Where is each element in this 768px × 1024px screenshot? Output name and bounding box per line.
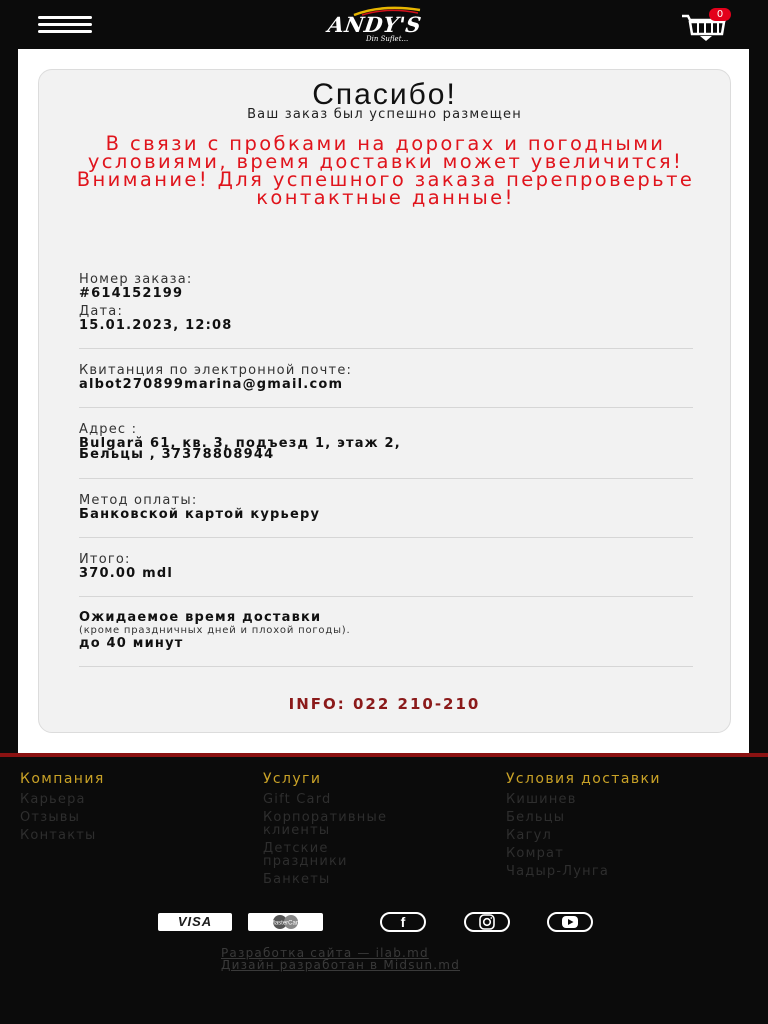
divider — [79, 348, 693, 349]
footer-link-gift-card[interactable]: Gift Card — [263, 792, 332, 807]
divider — [79, 407, 693, 408]
order-number-value: #614152199 — [79, 286, 184, 301]
thanks-heading: Спасибо! — [312, 78, 457, 111]
footer-link-cahul[interactable]: Кагул — [506, 828, 553, 843]
main-panel — [18, 49, 749, 753]
mastercard-icon — [248, 913, 323, 931]
footer-delivery-title: Условия доставки — [506, 771, 661, 787]
credit-midsun-link[interactable]: Дизайн разработан в Midsun.md — [221, 958, 461, 972]
mastercard-logo — [248, 913, 323, 931]
divider — [79, 596, 693, 597]
footer-company-title: Компания — [20, 771, 105, 787]
delivery-time-note: (кроме праздничных дней и плохой погоды). — [79, 625, 351, 636]
footer-link-ceadir-lunga[interactable]: Чадыр-Лунга — [506, 864, 610, 879]
footer-link-reviews[interactable]: Отзывы — [20, 810, 81, 825]
mastercard-text: MasterCard — [269, 920, 302, 927]
footer-link-careers[interactable]: Карьера — [20, 792, 86, 807]
address-label: Адрес : — [79, 422, 138, 437]
svg-text:f: f — [400, 914, 406, 930]
delivery-warning: В связи с пробками на дорогах и погодными условиями, время доставки может увеличится! Внимание! Для успешного заказа перепроверьте контактные данные! — [76, 132, 695, 209]
cart-count-badge: 0 — [709, 8, 731, 21]
youtube-icon — [549, 914, 591, 930]
order-number-label: Номер заказа: — [79, 272, 193, 287]
logo-text: ANDY'S — [326, 12, 424, 37]
address-line-1: Bulgară 61, кв. 3, подъезд 1, этаж 2, — [79, 436, 401, 451]
youtube-button[interactable] — [547, 912, 593, 932]
site-footer — [0, 757, 768, 1024]
credit-ilab-link[interactable]: Разработка сайта — ilab.md — [221, 946, 429, 960]
divider — [79, 666, 693, 667]
order-confirmation-card — [38, 69, 731, 733]
facebook-icon — [382, 914, 424, 930]
date-label: Дата: — [79, 304, 124, 319]
menu-icon[interactable] — [38, 14, 92, 34]
footer-link-chisinau[interactable]: Кишинев — [506, 792, 577, 807]
footer-services-column — [263, 771, 463, 891]
facebook-button[interactable] — [380, 912, 426, 932]
address-line-2: Бельцы , 37378808944 — [79, 447, 275, 462]
footer-link-balti[interactable]: Бельцы — [506, 810, 566, 825]
top-header — [0, 0, 768, 49]
divider — [79, 537, 693, 538]
footer-company-column — [20, 771, 105, 847]
divider — [79, 478, 693, 479]
delivery-time-label: Ожидаемое время доставки — [79, 610, 322, 625]
email-value: albot270899marina@gmail.com — [79, 377, 344, 392]
andys-logo[interactable] — [324, 6, 444, 46]
delivery-time-value: до 40 минут — [79, 636, 184, 651]
footer-credits — [221, 947, 460, 971]
footer-link-contacts[interactable]: Контакты — [20, 828, 97, 843]
total-value: 370.00 mdl — [79, 566, 173, 581]
instagram-icon — [466, 914, 508, 930]
info-phone[interactable]: INFO: 022 210-210 — [288, 695, 481, 713]
date-value: 15.01.2023, 12:08 — [79, 318, 233, 333]
visa-logo: VISA — [158, 913, 232, 931]
order-placed-subtitle: Ваш заказ был успешно размещен — [247, 107, 522, 122]
footer-link-kids-parties[interactable]: Детские праздники — [263, 841, 348, 869]
footer-services-title: Услуги — [263, 771, 322, 787]
instagram-button[interactable] — [464, 912, 510, 932]
footer-link-comrat[interactable]: Комрат — [506, 846, 564, 861]
payment-method-value: Банковской картой курьеру — [79, 507, 321, 522]
cart-button[interactable] — [680, 8, 752, 42]
footer-link-banquets[interactable]: Банкеты — [263, 872, 331, 887]
payment-method-label: Метод оплаты: — [79, 493, 198, 508]
footer-delivery-column — [506, 771, 661, 883]
email-label: Квитанция по электронной почте: — [79, 363, 353, 378]
logo-subtext: Din Suflet... — [366, 35, 409, 43]
total-label: Итого: — [79, 552, 131, 567]
footer-link-corporate[interactable]: Корпоративные клиенты — [263, 810, 388, 838]
